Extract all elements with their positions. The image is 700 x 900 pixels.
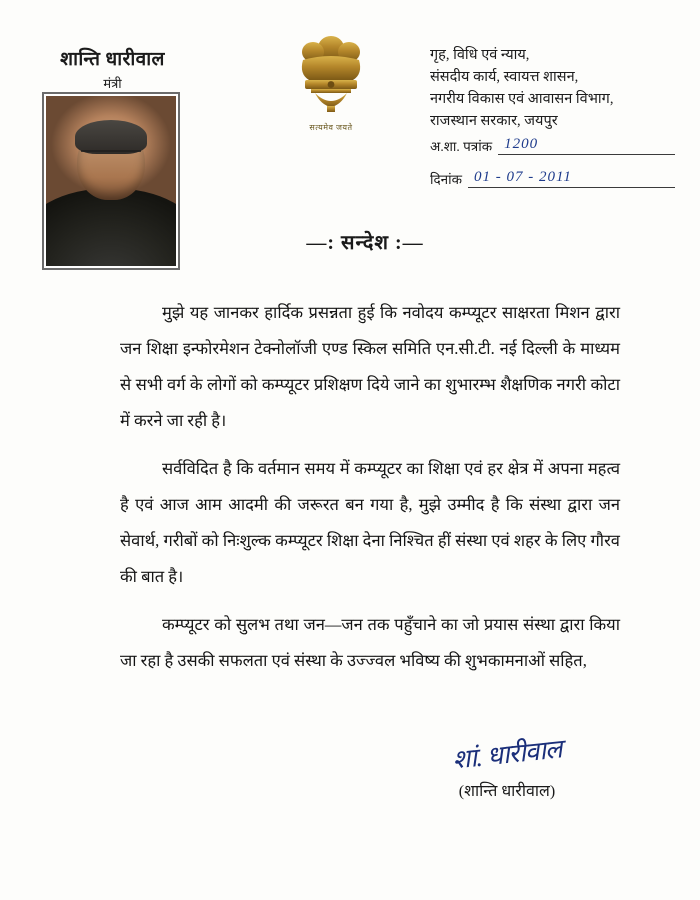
paragraph: सर्वविदित है कि वर्तमान समय में कम्प्यूटर का शिक्षा एवं हर क्षेत्र में अपना महत्व है एवं आज आम आदमी की जरूरत बन गया है, मुझे उम्मीद है कि संस्था द्वारा जन सेवार्थ, गरीबों को निःशुल्क कम्प्यूटर शिक्षा देना निश्चित हीं संस्था एवं शहर के लिए गौरव की बात है। <box>120 459 620 586</box>
minister-designation: मंत्री <box>103 76 122 91</box>
signature-block <box>392 735 622 801</box>
minister-name: शान्ति धारीवाल <box>60 49 165 70</box>
reference-number-row <box>430 136 675 155</box>
minister-block <box>30 45 195 92</box>
department-line: संसदीय कार्य, स्वायत्त शासन, <box>430 69 579 85</box>
department-line: राजस्थान सरकार, जयपुर <box>430 113 558 129</box>
portrait-glasses <box>81 150 141 166</box>
signature-mark: शां. धारीवाल <box>451 734 563 775</box>
letterhead <box>0 0 700 210</box>
reference-date-value: 01 - 07 - 2011 <box>468 169 675 188</box>
reference-date-label: दिनांक <box>430 172 463 187</box>
page-title <box>0 228 700 255</box>
reference-block <box>430 136 675 202</box>
reference-number-label: अ.शा. पत्रांक <box>430 139 493 154</box>
letter-body <box>120 295 620 691</box>
department-address <box>430 44 680 132</box>
emblem-motto: सत्यमेव जयते <box>309 123 353 132</box>
state-emblem-icon <box>285 28 377 140</box>
department-line: नगरीय विकास एवं आवासन विभाग, <box>430 91 614 107</box>
page-title-text: —: सन्देश :— <box>306 232 424 254</box>
reference-date-row <box>430 169 675 188</box>
paragraph: कम्प्यूटर को सुलभ तथा जन—जन तक पहुँचाने का जो प्रयास संस्था द्वारा किया जा रहा है उसकी सफलता एवं संस्था के उज्ज्वल भविष्य की शुभकामनाओं सहित, <box>120 615 620 670</box>
signatory-name: (शान्ति धारीवाल) <box>458 783 556 800</box>
reference-number-value: 1200 <box>498 136 675 155</box>
department-line: गृह, विधि एवं न्याय, <box>430 47 530 63</box>
paragraph: मुझे यह जानकर हार्दिक प्रसन्नता हुई कि नवोदय कम्प्यूटर साक्षरता मिशन द्वारा जन शिक्षा इन्फोरमेशन टेक्नोलॉजी एण्ड स्किल समिति एन.सी.टी. नई दिल्ली के माध्यम से सभी वर्ग के लोगों को कम्प्यूटर प्रशिक्षण दिये जाने का शुभारम्भ शैक्षणिक नगरी कोटा में करने जा रही है। <box>120 303 620 430</box>
portrait-hair <box>75 120 148 154</box>
